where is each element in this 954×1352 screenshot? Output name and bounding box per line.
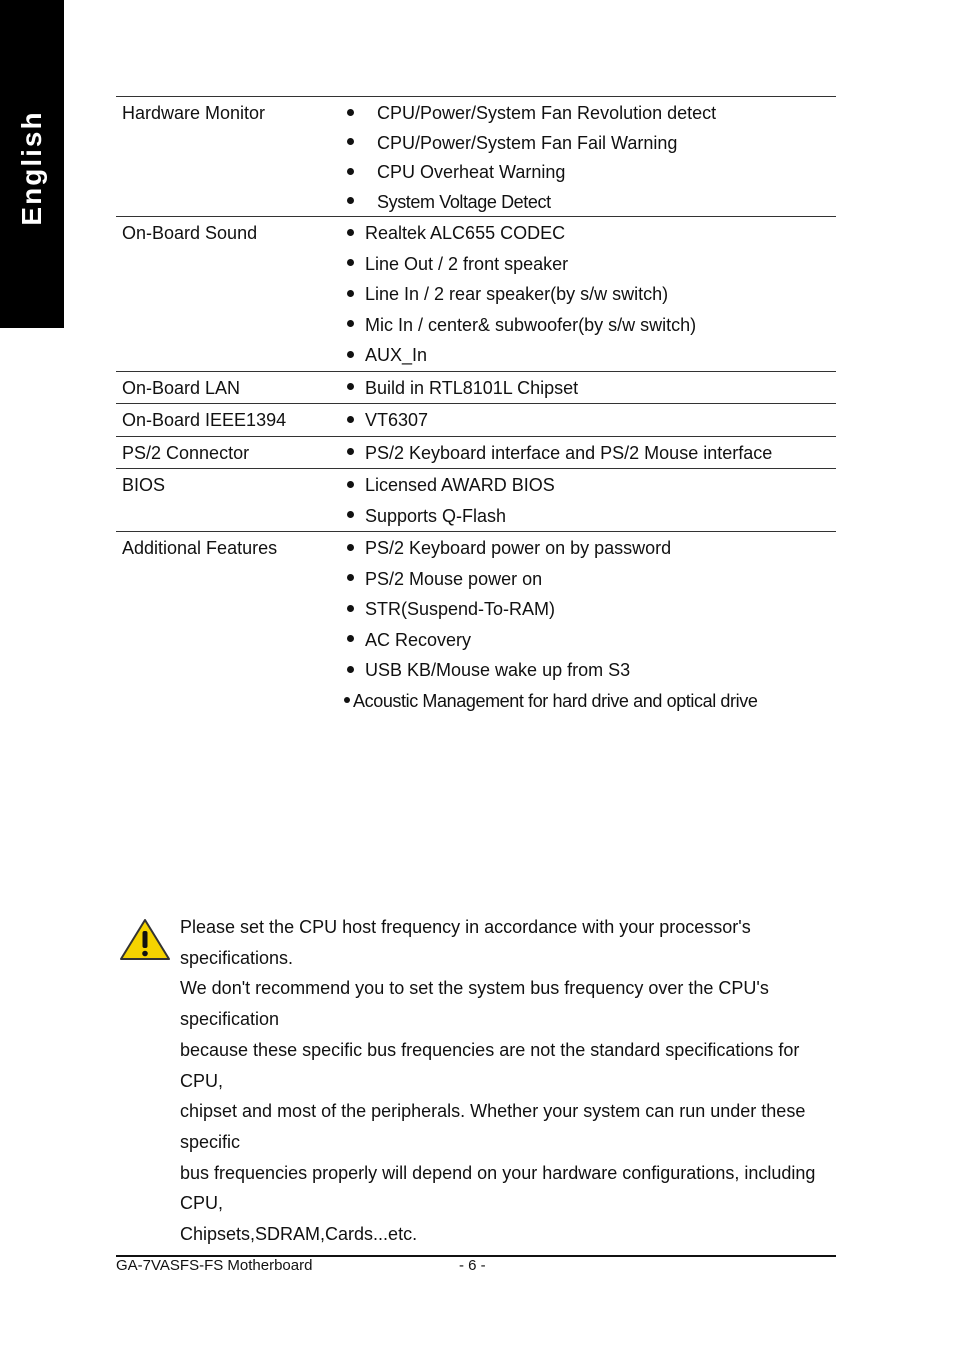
bullet-icon: [347, 635, 354, 642]
list-item: PS/2 Keyboard interface and PS/2 Mouse interface: [344, 438, 836, 469]
list-item: Acoustic Management for hard drive and optical drive: [344, 686, 836, 717]
bullet-icon: [347, 511, 354, 518]
spec-row-bios: [116, 469, 836, 532]
spec-label: Additional Features: [122, 538, 278, 558]
list-item: PS/2 Mouse power on: [344, 564, 836, 595]
notice-line: Chipsets,SDRAM,Cards...etc.: [180, 1224, 418, 1245]
bullet-icon: [347, 544, 354, 551]
spec-row-on-board-ieee1394: [116, 404, 836, 437]
list-item: Line In / 2 rear speaker(by s/w switch): [344, 279, 836, 310]
list-item: AC Recovery: [344, 625, 836, 656]
language-tab: [0, 0, 64, 328]
list-item: Supports Q-Flash: [344, 501, 836, 532]
list-item: AUX_In: [344, 340, 836, 371]
bullet-icon: [347, 666, 354, 673]
bullet-icon: [347, 383, 354, 390]
bullet-icon: [347, 290, 354, 297]
bullet-icon: [347, 416, 354, 423]
bullet-icon: [347, 351, 354, 358]
list-item: Line Out / 2 front speaker: [344, 249, 836, 280]
list-item: VT6307: [344, 405, 836, 436]
list-item: Realtek ALC655 CODEC: [344, 218, 836, 249]
bullet-icon: [347, 138, 354, 145]
bullet-icon: [347, 168, 354, 175]
spec-table: [116, 96, 836, 716]
list-item: CPU/Power/System Fan Fail Warning: [344, 128, 836, 158]
spec-label: Hardware Monitor: [116, 97, 344, 217]
notice-line: chipset and most of the peripherals. Whether your system can run under these specific: [180, 1101, 806, 1152]
list-item: CPU Overheat Warning: [344, 157, 836, 187]
bullet-icon: [347, 109, 354, 116]
list-item: CPU/Power/System Fan Revolution detect: [344, 98, 836, 128]
bullet-icon: [347, 229, 354, 236]
list-item: STR(Suspend-To-RAM): [344, 594, 836, 625]
spec-label: On-Board LAN: [116, 371, 344, 404]
spec-row-on-board-lan: [116, 371, 836, 404]
bullet-icon: [344, 697, 350, 703]
footer-model: GA-7VASFS-FS Motherboard: [116, 1257, 313, 1274]
bullet-icon: [347, 320, 354, 327]
spec-label: On-Board IEEE1394: [116, 404, 344, 437]
page-number: - 6 -: [459, 1257, 486, 1274]
spec-row-additional-features: [116, 532, 836, 717]
bullet-icon: [347, 605, 354, 612]
list-item: USB KB/Mouse wake up from S3: [344, 655, 836, 686]
list-item: Build in RTL8101L Chipset: [344, 373, 836, 404]
spec-row-ps2-connector: [116, 436, 836, 469]
spec-label: PS/2 Connector: [116, 436, 344, 469]
list-item: Mic In / center& subwoofer(by s/w switch): [344, 310, 836, 341]
spec-label: BIOS: [116, 469, 344, 532]
list-item: PS/2 Keyboard power on by password: [344, 533, 836, 564]
bullet-icon: [347, 197, 354, 204]
bullet-icon: [347, 259, 354, 266]
language-tab-label: English: [16, 110, 47, 226]
notice-line: because these specific bus frequencies are not the standard specifications for CPU,: [180, 1039, 800, 1091]
list-item: Licensed AWARD BIOS: [344, 470, 836, 501]
spec-label: On-Board Sound: [116, 217, 344, 372]
bullet-icon: [347, 481, 354, 488]
spec-row-on-board-sound: [116, 217, 836, 372]
notice-line: We don't recommend you to set the system bus frequency over the CPU's specification: [180, 978, 769, 1030]
spec-row-hardware-monitor: [116, 97, 836, 217]
notice-line: Please set the CPU host frequency in accordance with your processor's specifications.: [180, 917, 751, 968]
bullet-icon: [347, 448, 354, 455]
cpu-frequency-notice: [180, 912, 840, 1250]
warning-triangle-icon: [118, 917, 172, 963]
list-item: System Voltage Detect: [344, 187, 836, 217]
notice-line: bus frequencies properly will depend on your hardware configurations, including CPU,: [180, 1162, 816, 1214]
bullet-icon: [347, 574, 354, 581]
